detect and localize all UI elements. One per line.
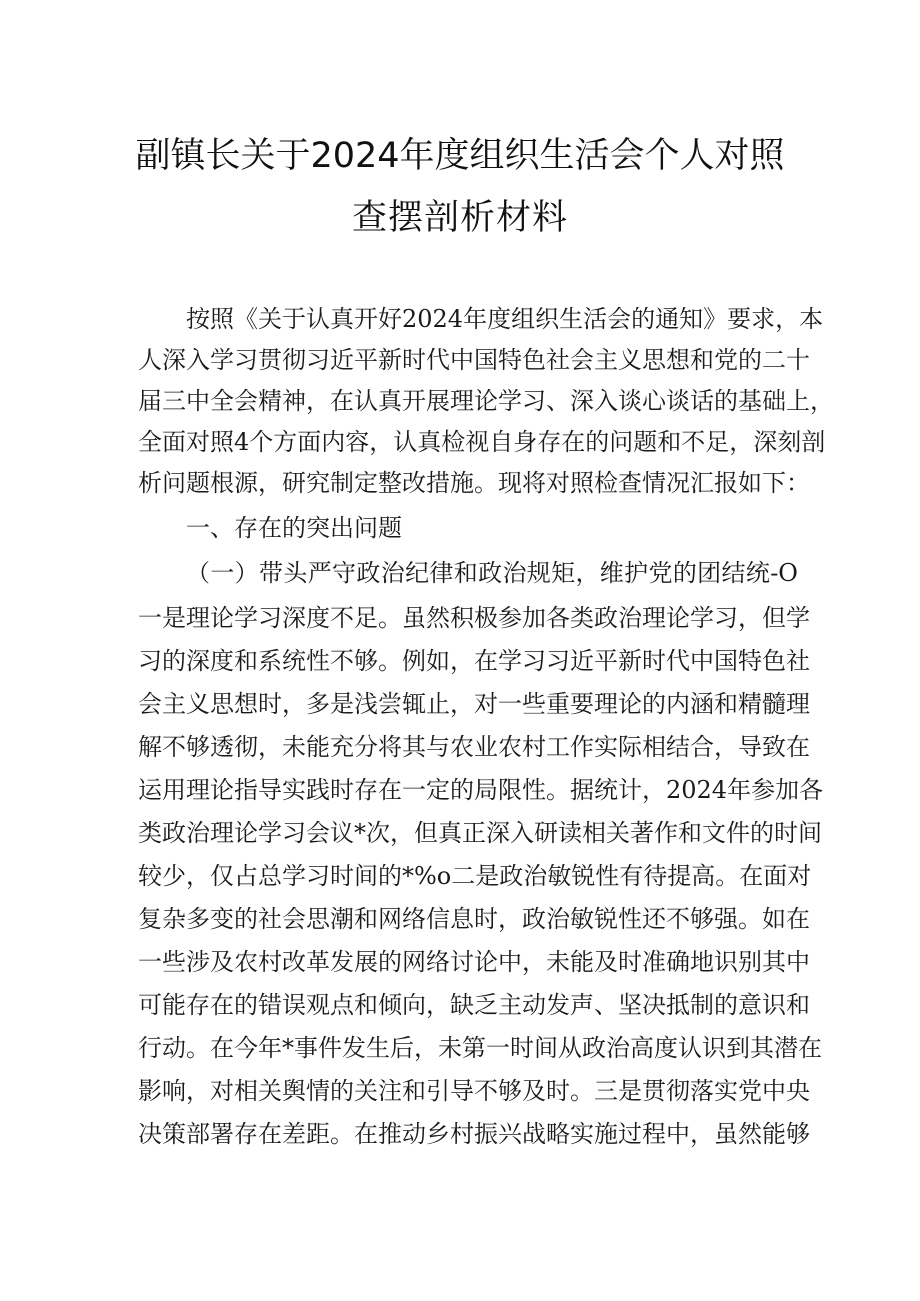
body-paragraph-line: 类政治理论学习会议*次，但真正深入研读相关著作和文件的时间 xyxy=(138,819,822,847)
body-paragraph-line: 析问题根源，研究制定整改措施。现将对照检查情况汇报如下： xyxy=(138,469,810,497)
body-paragraph-line: 行动。在今年*事件发生后，未第一时间从政治高度认识到其潜在 xyxy=(138,1034,822,1062)
body-paragraph-line: 习的深度和系统性不够。例如，在学习习近平新时代中国特色社 xyxy=(138,647,810,675)
body-paragraph-line: 届三中全会精神，在认真开展理论学习、深入谈心谈话的基础上， xyxy=(138,387,834,415)
document-title-line-2: 查摆剖析材料 xyxy=(351,198,568,238)
body-paragraph-line: 人深入学习贯彻习近平新时代中国特色社会主义思想和党的二十 xyxy=(138,346,810,374)
body-paragraph-line: 会主义思想时，多是浅尝辄止，对一些重要理论的内涵和精髓理 xyxy=(138,690,810,718)
body-paragraph-line: 解不够透彻，未能充分将其与农业农村工作实际相结合，导致在 xyxy=(138,733,810,761)
body-paragraph-line: 较少，仅占总学习时间的*%o二是政治敏锐性有待提高。在面对 xyxy=(138,862,812,890)
body-paragraph-line: 一是理论学习深度不足。虽然积极参加各类政治理论学习，但学 xyxy=(138,604,810,632)
body-paragraph-line: 复杂多变的社会思潮和网络信息时，政治敏锐性还不够强。如在 xyxy=(138,905,810,933)
body-paragraph-line: 运用理论指导实践时存在一定的局限性。据统计，2024年参加各 xyxy=(138,776,824,804)
section-heading: 一、存在的突出问题 xyxy=(186,514,402,542)
body-paragraph-line: 全面对照4个方面内容，认真检视自身存在的问题和不足，深刻剖 xyxy=(138,428,826,456)
body-paragraph-line: 按照《关于认真开好2024年度组织生活会的通知》要求，本 xyxy=(186,305,824,333)
document-title-line-1: 副镇长关于2024年度组织生活会个人对照 xyxy=(135,136,785,176)
subsection-heading: （一）带头严守政治纪律和政治规矩，维护党的团结统-O xyxy=(186,559,798,587)
body-paragraph-line: 一些涉及农村改革发展的网络讨论中，未能及时准确地识别其中 xyxy=(138,948,810,976)
body-paragraph-line: 决策部署存在差距。在推动乡村振兴战略实施过程中，虽然能够 xyxy=(138,1120,810,1148)
body-paragraph-line: 可能存在的错误观点和倾向，缺乏主动发声、坚决抵制的意识和 xyxy=(138,991,810,1019)
body-paragraph-line: 影响，对相关舆情的关注和引导不够及时。三是贯彻落实党中央 xyxy=(138,1077,810,1105)
